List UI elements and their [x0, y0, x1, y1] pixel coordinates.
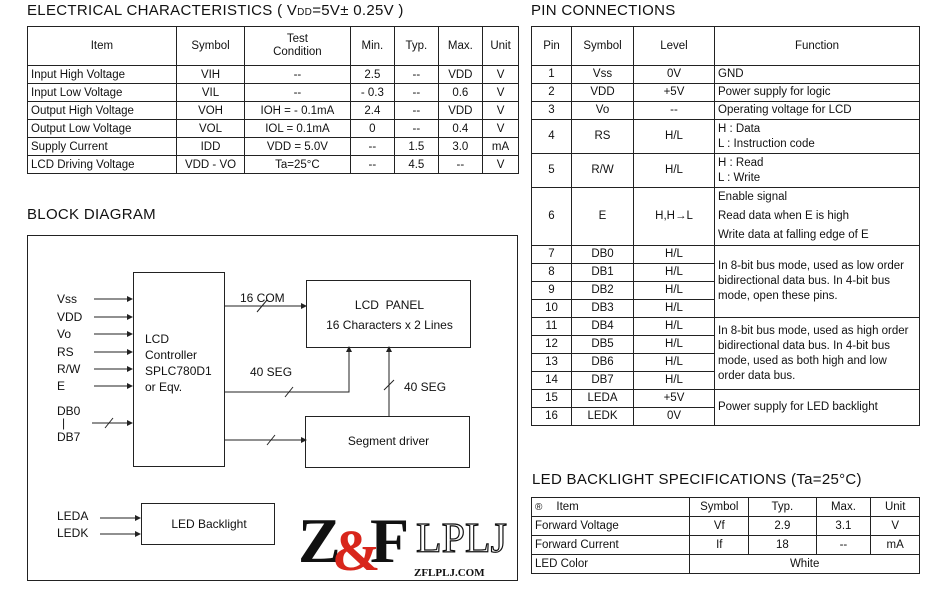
cell-symbol: LEDA [572, 390, 634, 408]
table-cell: Output Low Voltage [28, 120, 177, 138]
lcd-panel-title: LCD PANEL [354, 298, 425, 312]
cell-symbol: DB6 [572, 354, 634, 372]
col-header: Symbol [690, 498, 749, 517]
table-row [532, 66, 920, 84]
cell-level: H/L [634, 318, 715, 336]
table-cell: 0 [350, 120, 395, 138]
lcd-panel-subtitle: 16 Characters x 2 Lines [326, 318, 453, 332]
input-label-ledk: LEDK [57, 526, 89, 540]
col-header-item: ® Item [532, 498, 690, 517]
table-cell: VIL [176, 84, 244, 102]
cell-function: Power supply for logic [715, 84, 920, 102]
logo-f: F [370, 505, 410, 576]
table-cell: mA [483, 138, 519, 156]
cell-pin: 16 [532, 408, 572, 426]
logo-url-text: ZFLPLJ.COM [414, 567, 485, 579]
col-header: Level [634, 27, 715, 66]
table-cell: -- [350, 156, 395, 174]
input-label-db7: DB7 [57, 430, 81, 444]
table-row [532, 120, 920, 154]
cell-level: H/L [634, 354, 715, 372]
cell-pin: 13 [532, 354, 572, 372]
table-cell: VOL [176, 120, 244, 138]
table-cell: LCD Driving Voltage [28, 156, 177, 174]
table-cell: 2.9 [749, 517, 816, 536]
cell-level: 0V [634, 66, 715, 84]
col-header: Min. [350, 27, 395, 66]
cell-level: +5V [634, 84, 715, 102]
table-row [532, 84, 920, 102]
seg-label-left: 40 SEG [250, 365, 293, 379]
table-cell: -- [245, 84, 350, 102]
led-backlight-box [141, 503, 275, 545]
cell-level: H/L [634, 336, 715, 354]
table-cell: Forward Voltage [532, 517, 690, 536]
table-cell: V [483, 84, 519, 102]
table-row [532, 536, 920, 555]
table-row [28, 84, 519, 102]
table-cell: V [483, 156, 519, 174]
pin-table [531, 26, 920, 426]
table-cell: Ta=25°C [245, 156, 350, 174]
table-cell: VIH [176, 66, 244, 84]
logo-ampersand: & [332, 518, 381, 583]
table-cell: 1.5 [395, 138, 438, 156]
led-backlight-title: LED BACKLIGHT SPECIFICATIONS (Ta=25°C) [532, 471, 862, 488]
table-cell: VOH [176, 102, 244, 120]
cell-function: Power supply for LED backlight [715, 390, 920, 426]
cell-function: H : Data L : Instruction code [715, 120, 920, 154]
table-cell: 3.0 [438, 138, 483, 156]
table-row [532, 246, 920, 264]
table-row [532, 517, 920, 536]
table-cell: Output High Voltage [28, 102, 177, 120]
cell-symbol: DB5 [572, 336, 634, 354]
table-cell: 4.5 [395, 156, 438, 174]
cell-function: In 8-bit bus mode, used as low order bidirectional data bus. In 4-bit bus mode, open these pins. [715, 246, 920, 318]
col-header: Unit [871, 498, 920, 517]
led-backlight-label: LED Backlight [171, 517, 247, 531]
col-header: Typ. [749, 498, 816, 517]
lcd-controller-box [133, 272, 225, 467]
table-header-row [532, 498, 920, 517]
cell-pin: 7 [532, 246, 572, 264]
cell-level: +5V [634, 390, 715, 408]
cell-pin: 8 [532, 264, 572, 282]
cell-pin: 2 [532, 84, 572, 102]
col-header: Symbol [572, 27, 634, 66]
cell-function: Operating voltage for LCD [715, 102, 920, 120]
table-row [28, 156, 519, 174]
table-cell: mA [871, 536, 920, 555]
input-label-db0: DB0 [57, 404, 81, 418]
corner-mark: ® [535, 502, 543, 513]
table-row [532, 154, 920, 188]
input-label-e: E [57, 379, 66, 393]
table-cell: VDD [438, 102, 483, 120]
cell-level: H,H→L [634, 188, 715, 246]
cell-symbol: Vss [572, 66, 634, 84]
table-row [532, 188, 920, 246]
table-cell: Supply Current [28, 138, 177, 156]
cell-symbol: VDD [572, 84, 634, 102]
lcd-controller-label: LCD Controller SPLC780D1 or Eqv. [145, 332, 212, 394]
col-header: Pin [532, 27, 572, 66]
cell-level: -- [634, 102, 715, 120]
table-row [28, 120, 519, 138]
table-cell: -- [395, 66, 438, 84]
table-cell: 2.4 [350, 102, 395, 120]
cell-pin: 12 [532, 336, 572, 354]
table-cell: IDD [176, 138, 244, 156]
cell-symbol: DB7 [572, 372, 634, 390]
cell-function: GND [715, 66, 920, 84]
electrical-table [27, 26, 519, 174]
table-cell: IOH = - 0.1mA [245, 102, 350, 120]
lcd-panel-box [306, 280, 471, 348]
table-cell: Input Low Voltage [28, 84, 177, 102]
segment-driver-box [305, 416, 470, 468]
table-cell: -- [395, 120, 438, 138]
logo-z: Z [298, 505, 341, 576]
col-header: Function [715, 27, 920, 66]
table-cell: Input High Voltage [28, 66, 177, 84]
cell-level: H/L [634, 246, 715, 264]
table-cell: VDD [438, 66, 483, 84]
cell-symbol: Vo [572, 102, 634, 120]
cell-level: 0V [634, 408, 715, 426]
table-cell: V [483, 66, 519, 84]
input-label-rs: RS [57, 345, 74, 359]
cell-level: H/L [634, 300, 715, 318]
table-cell: - 0.3 [350, 84, 395, 102]
table-cell: V [483, 102, 519, 120]
cell-pin: 11 [532, 318, 572, 336]
table-cell: 18 [749, 536, 816, 555]
input-label-vdd: VDD [57, 310, 83, 324]
input-label-rw: R/W [57, 362, 81, 376]
table-cell: Forward Current [532, 536, 690, 555]
table-header-row [532, 27, 920, 66]
cell-symbol: DB2 [572, 282, 634, 300]
segment-driver-label: Segment driver [347, 434, 430, 448]
col-header: Symbol [176, 27, 244, 66]
cell-symbol: DB0 [572, 246, 634, 264]
cell-level: H/L [634, 372, 715, 390]
zf-lplj-logo [296, 500, 536, 584]
table-cell: Vf [690, 517, 749, 536]
table-row [28, 102, 519, 120]
table-row [532, 555, 920, 574]
cell-pin: 6 [532, 188, 572, 246]
table-cell: VDD = 5.0V [245, 138, 350, 156]
cell-level: H/L [634, 154, 715, 188]
table-row [532, 318, 920, 336]
input-label-leda: LEDA [57, 509, 89, 523]
cell-function: In 8-bit bus mode, used as high order bidirectional data bus. In 4-bit bus mode, used as both high and low order data bus. [715, 318, 920, 390]
cell-pin: 15 [532, 390, 572, 408]
table-cell: V [871, 517, 920, 536]
table-cell: -- [245, 66, 350, 84]
table-row [532, 102, 920, 120]
cell-pin: 1 [532, 66, 572, 84]
cell-function: Enable signal Read data when E is high Write data at falling edge of E [715, 188, 920, 246]
com-label: 16 COM [240, 291, 285, 305]
cell-pin: 9 [532, 282, 572, 300]
col-header: Max. [816, 498, 871, 517]
cell-symbol: DB1 [572, 264, 634, 282]
cell-symbol: E [572, 188, 634, 246]
cell-led-color-label: LED Color [532, 555, 690, 574]
table-row [28, 138, 519, 156]
table-cell: -- [395, 102, 438, 120]
table-cell: 2.5 [350, 66, 395, 84]
col-header: Item [28, 27, 177, 66]
cell-function: H : Read L : Write [715, 154, 920, 188]
cell-symbol: DB4 [572, 318, 634, 336]
col-header: Max. [438, 27, 483, 66]
table-cell: -- [350, 138, 395, 156]
input-label-vss: Vss [57, 292, 78, 306]
table-cell: -- [395, 84, 438, 102]
col-header: Unit [483, 27, 519, 66]
cell-symbol: LEDK [572, 408, 634, 426]
col-header: Typ. [395, 27, 438, 66]
cell-symbol: RS [572, 120, 634, 154]
cell-pin: 5 [532, 154, 572, 188]
cell-symbol: DB3 [572, 300, 634, 318]
table-cell: IOL = 0.1mA [245, 120, 350, 138]
cell-level: H/L [634, 264, 715, 282]
table-cell: If [690, 536, 749, 555]
table-header-row [28, 27, 519, 66]
cell-pin: 3 [532, 102, 572, 120]
col-header: Test Condition [245, 27, 350, 66]
cell-level: H/L [634, 282, 715, 300]
cell-level: H/L [634, 120, 715, 154]
table-cell: -- [816, 536, 871, 555]
pin-connections-title: PIN CONNECTIONS [531, 2, 676, 19]
input-label-bar: | [62, 416, 66, 430]
table-cell: V [483, 120, 519, 138]
table-cell: 0.6 [438, 84, 483, 102]
cell-led-color-value: White [690, 555, 920, 574]
electrical-title: ELECTRICAL CHARACTERISTICS ( VDD=5V± 0.25V ) [27, 2, 404, 19]
logo-lplj-text: LPLJ [416, 516, 508, 562]
cell-symbol: R/W [572, 154, 634, 188]
cell-pin: 10 [532, 300, 572, 318]
table-row [28, 66, 519, 84]
seg-label-right: 40 SEG [404, 380, 447, 394]
input-label-vo: Vo [57, 327, 72, 341]
table-cell: 0.4 [438, 120, 483, 138]
table-cell: VDD - VO [176, 156, 244, 174]
led-backlight-table [531, 497, 920, 574]
cell-pin: 14 [532, 372, 572, 390]
block-diagram-title: BLOCK DIAGRAM [27, 206, 156, 223]
cell-pin: 4 [532, 120, 572, 154]
table-row [532, 390, 920, 408]
table-cell: -- [438, 156, 483, 174]
table-cell: 3.1 [816, 517, 871, 536]
